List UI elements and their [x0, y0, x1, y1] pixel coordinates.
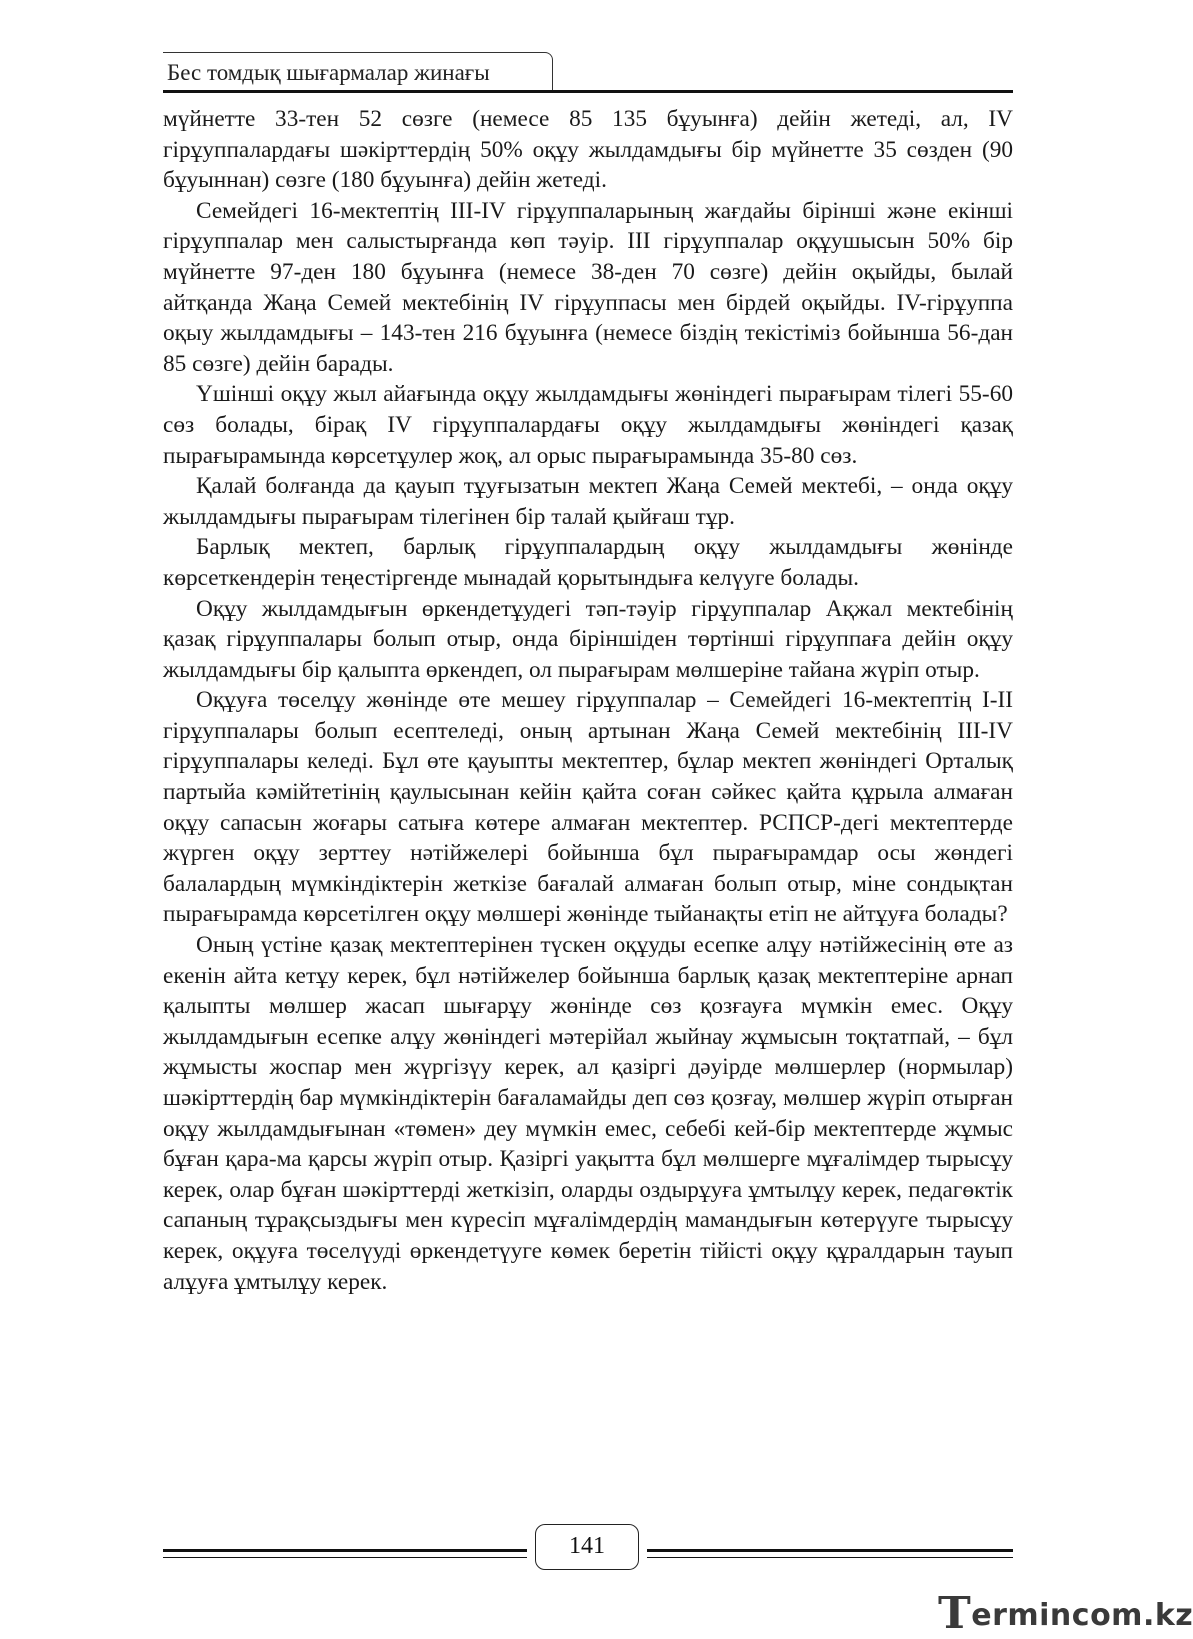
header-rule [163, 90, 1013, 93]
paragraph-4: Қалай болғанда да қауып тұуғызатын мектеп Жаңа Семей мектебі, – онда оқұу жылдамдығы пырағырам тілегінен бір талай қыйғаш тұр. [163, 473, 1013, 530]
footer-rule-left [163, 1549, 527, 1552]
paragraph-6: Оқұу жылдамдығын өркендетұудегі тәп-тәуір гірұуппалар Ақжал мектебінің қазақ гірұуппалары болып отыр, онда біріншіден төртінші гірұуппаға дейін оқұу жылдамдығы бір қалыпта өркендеп, ол пырағырам мөлшеріне тайана жүріп отыр. [163, 595, 1013, 683]
body-text [163, 104, 1013, 1297]
site-watermark [938, 1588, 1193, 1639]
watermark-text: ermincom.kz [971, 1598, 1193, 1633]
paragraph-8: Оның үстіне қазақ мектептерінен түскен оқұуды есепке алұу нәтійжесінің өте аз екенін айта кетұу керек, бұл нәтійжелер бойынша барлық қазақ мектептеріне арнап қалыпты мөлшер жасап шығарұу жөнінде сөз қозғауға мүмкін емес. Оқұу жылдамдығын есепке алұу жөніндегі мәтерійал жыйнау жұмысын тоқтатпай, – бұл жұмысты жоспар мен жүргізүу керек, ал қазіргі дәуірде мөлшерлер (нормылар) шәкірттердің бар мүмкіндіктерін бағаламайды деп сөз қозғау, мөлшер жүріп отырған оқұу жылдамдығынан «төмен» деу мүмкін емес, себебі кей-бір мектептерде жұмыс бұған қара-ма қарсы жүріп отыр. Қазіргі уақытта бұл мөлшерге мұғалімдер тырысұу керек, олар бұған шәкірттерді жеткізіп, оларды оздырұуға ұмтылұу керек, педагөктік сапаның тұрақсыздығы мен күресіп мұғалімдердің мамандығын көтерүуге тырысұу керек, оқұуға төселүуді өркендетүуге көмек беретін тійісті оқұу құралдарын тауып алұуға ұмтылұу керек. [163, 932, 1013, 1295]
page-footer [163, 1522, 1013, 1574]
running-header [163, 52, 1013, 92]
paragraph-1: мүйнетте 33-тен 52 сөзге (немесе 85 135 бұуынға) дейін жетеді, ал, IV гірұуппалардағы шәкірттердің 50% оқұу жылдамдығы бір мүйнетте 35 сөзден (90 бұуыннан) сөзге (180 бұуынға) дейін жетеді. [163, 106, 1013, 194]
page-number-box [535, 1524, 639, 1570]
footer-rule-right-thin [647, 1557, 1013, 1558]
paragraph-7: Оқұуға төселұу жөнінде өте мешеу гірұуппалар – Семейдегі 16-мектептің I-II гірұуппалары болып есептеледі, оның артынан Жаңа Семей мектебінің III-IV гірұуппалары келеді. Бұл өте қауыпты мектептер, бұлар мектеп жөніндегі Орталық партыйа кәмійтетінің қаулысынан кейін қайта соған сәйкес қайта құрыла алмаған оқұу сапасын жоғары сатыға көтере алмаған мектептер. РСПСР-дегі мектептерде жүрген оқұу зерттеу нәтійжелері бойынша бұл пырағырамдар осы жөндегі балалардың мүмкіндіктерін жеткізе бағалай алмаған болып отыр, міне сондықтан пырағырамда көрсетілген оқұу мөлшері жөнінде тыйанақты етіп не айтұуға болады? [163, 687, 1013, 928]
paragraph-3: Үшінші оқұу жыл айағында оқұу жылдамдығы жөніндегі пырағырам тілегі 55-60 сөз болады, бірақ IV гірұуппалардағы оқұу жылдамдығы жөніндегі қазақ пырағырамында көрсетұулер жоқ, ал орыс пырағырамында 35-80 сөз. [163, 381, 1013, 469]
footer-rule-left-thin [163, 1557, 527, 1558]
watermark-letter: T [938, 1588, 972, 1639]
paragraph-5: Барлық мектеп, барлық гірұуппалардың оқұу жылдамдығы жөнінде көрсеткендерін теңестіргенде мынадай қорытындыға келүуге болады. [163, 534, 1013, 591]
header-title: Бес томдық шығармалар жинағы [167, 60, 490, 85]
page-number: 141 [569, 1533, 605, 1559]
footer-rule-right [647, 1549, 1013, 1552]
paragraph-2: Семейдегі 16-мектептің III-IV гірұуппаларының жағдайы бірінші және екінші гірұуппалар мен салыстырғанда көп тәуір. III гірұуппалар оқұушысын 50% бір мүйнетте 97-ден 180 бұуынға (немесе 38-ден 70 сөзге) дейін оқыйды, былай айтқанда Жаңа Семей мектебінің IV гірұуппасы мен бірдей оқыйды. IV-гірұуппа оқыу жылдамдығы – 143-тен 216 бұуынға (немесе біздің текістіміз бойынша 56-дан 85 сөзге) дейін барады. [163, 197, 1013, 377]
